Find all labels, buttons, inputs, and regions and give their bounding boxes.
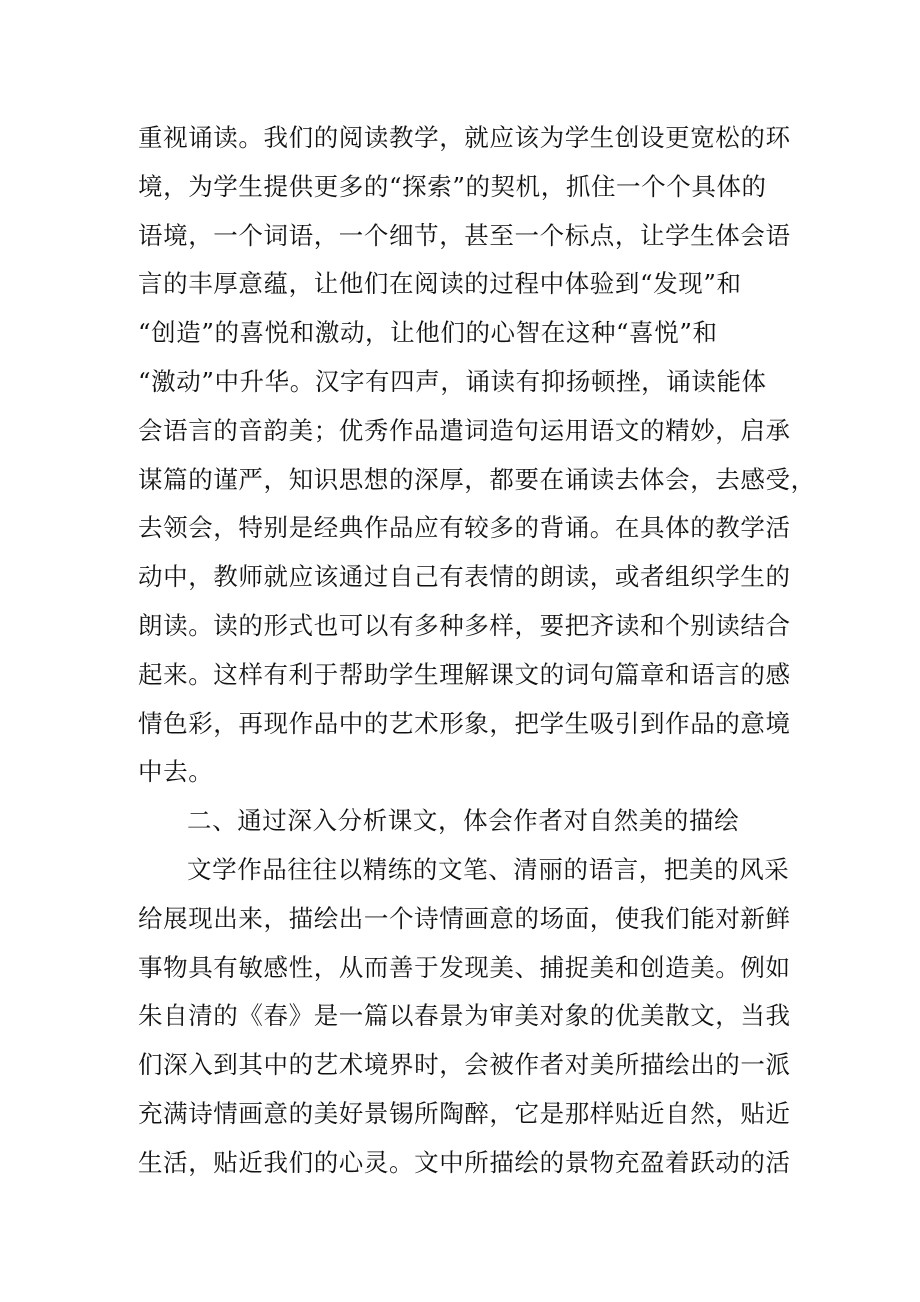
text-line: 起来。这样有利于帮助学生理解课文的词句篇章和语言的感 xyxy=(138,659,791,689)
text-line: 给展现出来，描绘出一个诗情画意的场面，使我们能对新鲜 xyxy=(138,903,791,933)
text-line: “激动”中升华。汉字有四声，诵读有抑扬顿挫，诵读能体 xyxy=(138,366,767,396)
text-line: 充满诗情画意的美好景锡所陶醉，它是那样贴近自然，贴近 xyxy=(138,1098,791,1128)
text-line: 朱自清的《春》是一篇以春景为审美对象的优美散文，当我 xyxy=(138,1001,791,1031)
text-line: 重视诵读。我们的阅读教学，就应该为学生创设更宽松的环 xyxy=(138,123,791,152)
text-line: 谋篇的谨严，知识思想的深厚，都要在诵读去体会，去感受， xyxy=(138,464,816,494)
text-line: 情色彩，再现作品中的艺术形象，把学生吸引到作品的意境 xyxy=(138,708,791,738)
paragraph-first-line: 文学作品往往以精练的文笔、清丽的语言，把美的风采 xyxy=(187,854,790,884)
text-line: 去领会，特别是经典作品应有较多的背诵。在具体的教学活 xyxy=(138,513,791,543)
body-text xyxy=(138,114,816,1188)
text-line: 事物具有敏感性，从而善于发现美、捕捉美和创造美。例如 xyxy=(138,952,791,982)
text-line: 语境，一个词语，一个细节，甚至一个标点，让学生体会语 xyxy=(138,220,791,250)
text-line: 中去。 xyxy=(138,757,214,787)
section-heading: 二、通过深入分析课文，体会作者对自然美的描绘 xyxy=(187,806,740,836)
text-line: “创造”的喜悦和激动，让他们的心智在这种“喜悦”和 xyxy=(138,318,718,348)
text-line: 会语言的音韵美；优秀作品遣词造句运用语文的精妙，启承 xyxy=(138,415,791,445)
text-line: 生活，贴近我们的心灵。文中所描绘的景物充盈着跃动的活 xyxy=(138,1147,791,1177)
text-line: 境，为学生提供更多的“探索”的契机，抓住一个个具体的 xyxy=(138,171,767,201)
text-line: 言的丰厚意蕴，让他们在阅读的过程中体验到“发现”和 xyxy=(138,269,742,299)
text-line: 们深入到其中的艺术境界时，会被作者对美所描绘出的一派 xyxy=(138,1050,791,1080)
text-line: 动中，教师就应该通过自己有表情的朗读，或者组织学生的 xyxy=(138,562,791,592)
text-line: 朗读。读的形式也可以有多种多样，要把齐读和个别读结合 xyxy=(138,610,791,640)
